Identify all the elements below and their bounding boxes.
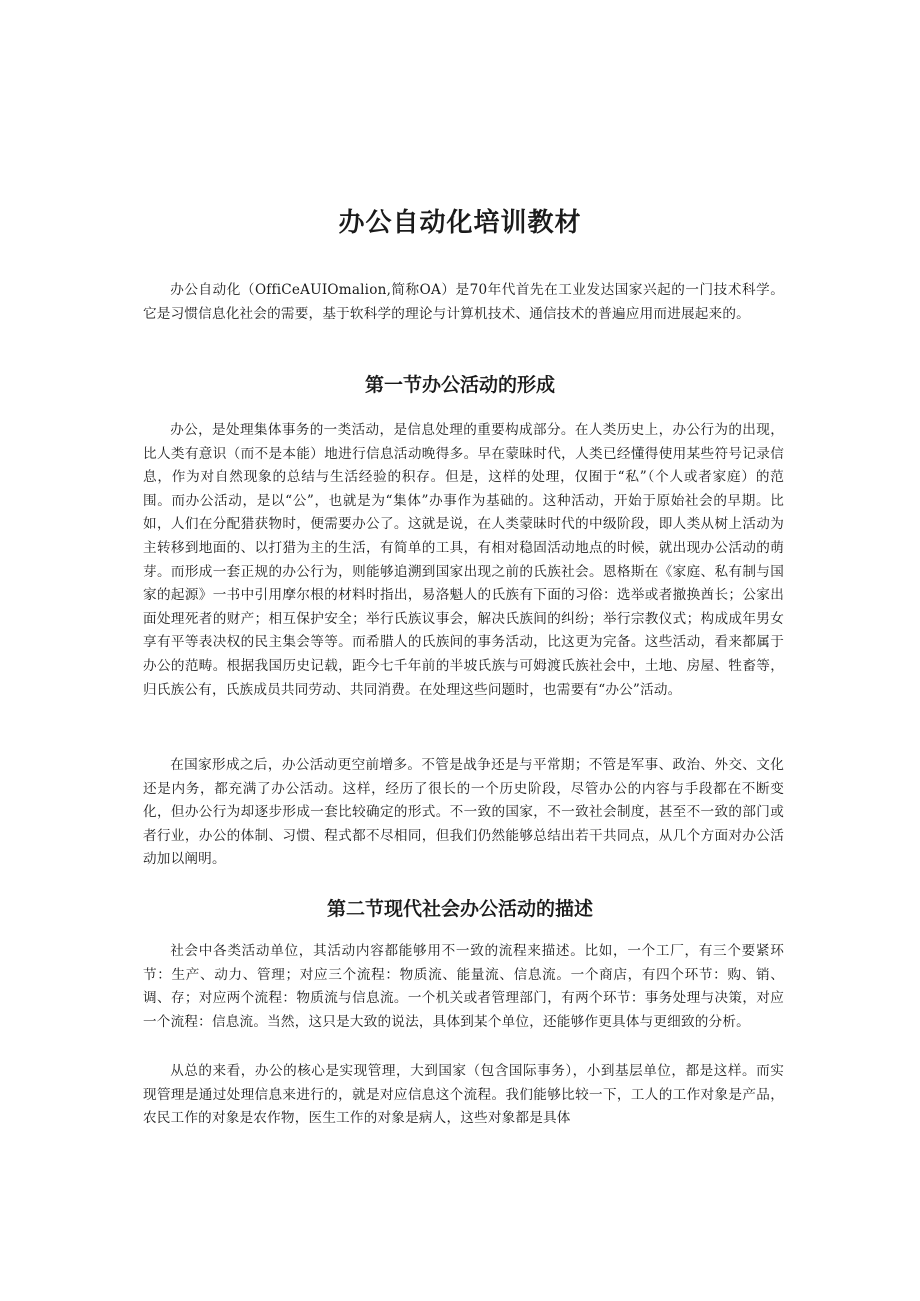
section-1-heading: 第一节办公活动的形成 bbox=[364, 374, 555, 396]
section-2-heading: 第二节现代社会办公活动的描述 bbox=[326, 898, 593, 920]
section-1-paragraph-1: 办公，是处理集体事务的一类活动，是信息处理的重要构成部分。在人类历史上，办公行为的出现，比人类有意识（而不是本能）地进行信息活动晚得多。早在蒙昧时代，人类已经懂得使用某些符号记录信息，作为对自然现象的总结与生活经验的积存。但是，这样的处理，仅囿于“私”（个人或者家庭）的范围。而办公活动，是以“公”，也就是为“集体”办事作为基础的。这种活动，开始于原始社会的早期。比如，人们在分配猎获物时，便需要办公了。这就是说，在人类蒙昧时代的中级阶段，即人类从树上活动为主转移到地面的、以打猎为主的生活，有简单的工具，有相对稳固活动地点的时候，就出现办公活动的萌芽。而形成一套正规的办公行为，则能够追溯到国家出现之前的氏族社会。恩格斯在《家庭、私有制与国家的起源》一书中引用摩尔根的材料时指出，易洛魁人的氏族有下面的习俗：选举或者撤换酋长；公家出面处理死者的财产；相互保护安全；举行氏族议事会，解决氏族间的纠纷；举行宗教仪式；构成成年男女享有平等表决权的民主集会等等。而希腊人的氏族间的事务活动，比这更为完备。这些活动，看来都属于办公的范畴。根据我国历史记载，距今七千年前的半坡氏族与可姆渡氏族社会中，土地、房屋、牲畜等，归氏族公有，氏族成员共同劳动、共同消费。在处理这些问题时，也需要有“办公”活动。 bbox=[143, 422, 784, 698]
section-2-paragraph-1: 社会中各类活动单位，其活动内容都能够用不一致的流程来描述。比如，一个工厂，有三个要紧环节：生产、动力、管理；对应三个流程：物质流、能量流、信息流。一个商店，有四个环节：购、销、调、存；对应两个流程：物质流与信息流。一个机关或者管理部门，有两个环节：事务处理与决策，对应一个流程：信息流。当然，这只是大致的说法，具体到某个单位，还能够作更具体与更细致的分析。 bbox=[143, 943, 784, 1030]
section-2-paragraph-2: 从总的来看，办公的核心是实现管理，大到国家（包含国际事务），小到基层单位，都是这样。而实现管理是通过处理信息来进行的，就是对应信息这个流程。我们能够比较一下，工人的工作对象是产品，农民工作的对象是农作物，医生工作的对象是病人，这些对象都是具体 bbox=[143, 1063, 784, 1127]
document-title: 办公自动化培训教材 bbox=[338, 208, 582, 238]
intro-paragraph: 办公自动化（OffiCeAUIOmalion,简称OA）是70年代首先在工业发达国家兴起的一门技术科学。它是习惯信息化社会的需要，基于软科学的理论与计算机技术、通信技术的普遍应用而进展起来的。 bbox=[143, 282, 784, 322]
section-1-paragraph-2: 在国家形成之后，办公活动更空前增多。不管是战争还是与平常期；不管是军事、政治、外交、文化还是内务，都充满了办公活动。这样，经历了很长的一个历史阶段，尽管办公的内容与手段都在不断变化，但办公行为却逐步形成一套比较确定的形式。不一致的国家，不一致社会制度，甚至不一致的部门或者行业，办公的体制、习惯、程式都不尽相同，但我们仍然能够总结出若干共同点，从几个方面对办公活动加以阐明。 bbox=[143, 757, 784, 868]
